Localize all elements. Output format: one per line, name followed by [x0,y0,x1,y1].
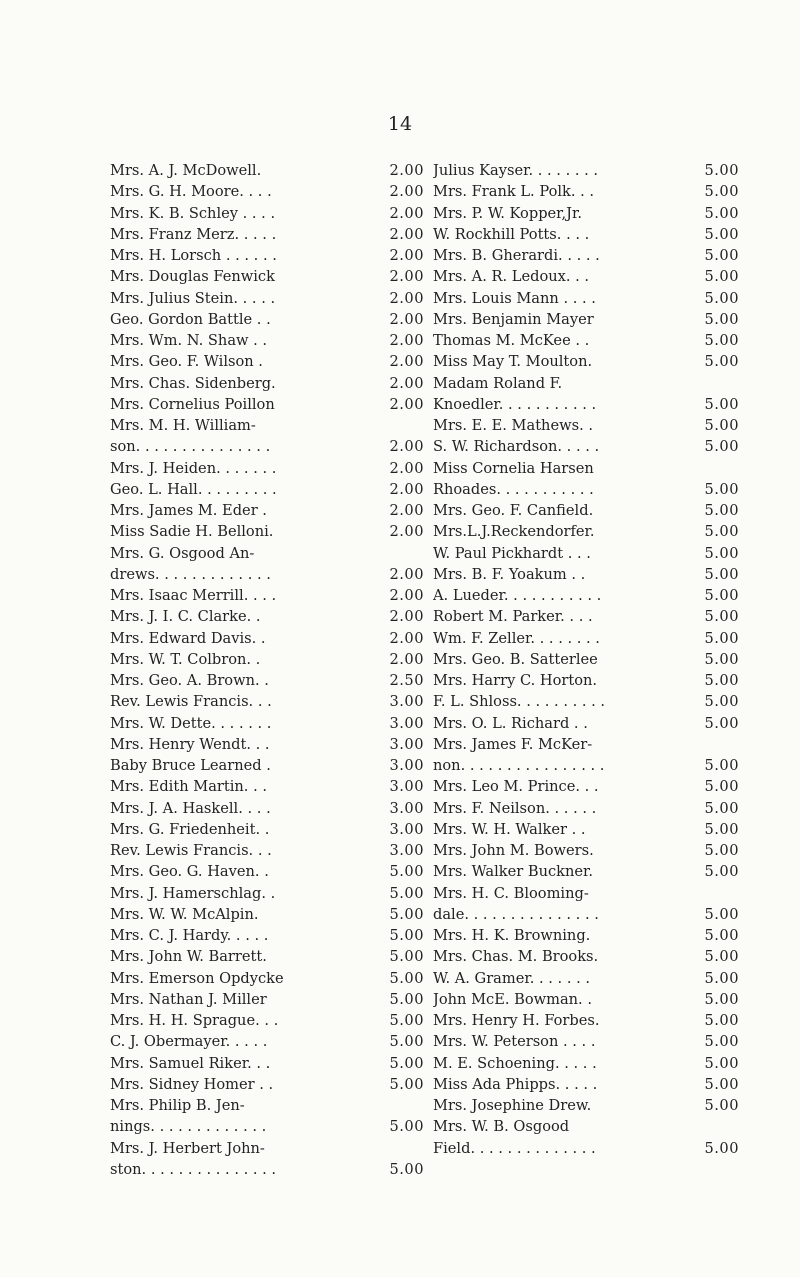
donor-name: Mrs. John M. Bowers. [433,842,594,859]
donation-amount: 5.00 [704,587,739,604]
donor-name: Mrs. W. B. Osgood [433,1118,570,1136]
donor-row [433,904,739,925]
donor-name: nings. . . . . . . . . . . . . [110,1118,267,1136]
donor-row [433,606,739,627]
donor-row [433,968,739,989]
donor-name: Mrs. Emerson Opdycke [110,969,284,987]
donor-row [110,564,424,585]
donation-amount: 5.00 [704,608,739,626]
donor-row [110,203,424,224]
donor-name: Mrs. B. F. Yoakum . . [433,565,586,583]
donor-name: Mrs. James M. Eder . [110,502,267,519]
donor-name: Mrs. Geo. F. Canfield. [433,502,594,519]
donor-row [110,351,424,372]
donation-amount: 5.00 [704,438,739,456]
donor-row [433,883,739,904]
donor-name: Mrs. P. W. Kopper,Jr. [433,204,583,222]
donation-amount: 2.00 [389,353,424,371]
donor-row [433,181,739,202]
donor-name: S. W. Richardson. . . . . [433,438,600,456]
donor-name: Baby Bruce Learned . [110,757,271,774]
donor-name: Mrs. H. H. Sprague. . . [110,1012,279,1029]
donation-amount: 5.00 [704,842,739,859]
donor-row [110,1095,424,1116]
donor-row [110,925,424,946]
donor-row [433,585,739,606]
donation-amount: 5.00 [389,863,424,881]
donor-row [110,309,424,330]
donation-amount: 2.00 [389,629,424,647]
donation-amount: 3.00 [389,757,424,774]
donation-amount: 5.00 [704,204,739,222]
donor-name: John McE. Bowman. . [433,990,592,1008]
donor-name: W. Paul Pickhardt . . . [433,544,591,562]
donor-row [110,861,424,882]
donation-amount: 2.00 [389,395,424,413]
donation-amount: 5.00 [389,1033,424,1051]
donor-row [433,245,739,266]
donor-row [433,266,739,287]
donation-amount: 5.00 [389,969,424,987]
donor-name: son. . . . . . . . . . . . . . . [110,438,271,456]
donor-name: Geo. L. Hall. . . . . . . . . [110,480,277,498]
donor-row [433,415,739,436]
donor-name: Rev. Lewis Francis. . . [110,693,272,711]
donor-name: non. . . . . . . . . . . . . . . . [433,757,605,774]
donor-row [110,373,424,394]
donor-row [433,394,739,415]
donor-name: Mrs. Louis Mann . . . . [433,289,596,307]
donation-amount: 5.00 [704,1097,739,1114]
donor-name: Field. . . . . . . . . . . . . . [433,1139,596,1157]
donor-name: Mrs. Cornelius Poillon [110,395,275,413]
donor-name: Mrs. Geo. A. Brown. . [110,672,269,689]
donor-row [110,691,424,712]
donation-amount: 5.00 [704,183,739,201]
donation-amount: 3.00 [389,714,424,732]
donation-amount: 2.00 [389,183,424,201]
donation-amount: 5.00 [704,162,739,179]
donor-name: Mrs. H. Lorsch . . . . . . [110,247,277,264]
donor-name: Mrs. B. Gherardi. . . . . [433,247,600,264]
donation-amount: 2.00 [389,268,424,286]
donation-amount: 5.00 [704,1139,739,1157]
donor-row [110,798,424,819]
donor-row [433,458,739,479]
donor-name: C. J. Obermayer. . . . . [110,1033,268,1051]
donor-row [110,436,424,457]
donor-row [110,245,424,266]
donor-name: Mrs. Frank L. Polk. . . [433,183,595,201]
donor-name: Mrs. A. J. McDowell. [110,162,262,179]
right-column [433,160,739,1159]
donation-amount: 5.00 [704,990,739,1008]
donor-row [110,1053,424,1074]
donor-row [433,925,739,946]
donor-row [433,734,739,755]
donor-row [433,776,739,797]
donor-row [433,160,739,181]
donation-amount: 3.00 [389,778,424,796]
donation-amount: 5.00 [704,353,739,371]
donor-name: Mrs. G. Osgood An- [110,544,255,562]
donor-name: W. Rockhill Potts. . . . [433,225,590,243]
donor-row [433,521,739,542]
donation-amount: 3.00 [389,735,424,753]
donor-name: Miss Ada Phipps. . . . . [433,1075,598,1093]
donor-name: Mrs. Edith Martin. . . [110,778,267,796]
donor-name: Mrs. Henry Wendt. . . [110,735,270,753]
donation-amount: 5.00 [704,1012,739,1029]
donor-row [433,713,739,734]
donation-amount: 5.00 [704,247,739,264]
donor-name: Mrs. J. Heiden. . . . . . . [110,459,277,477]
donor-name: Rhoades. . . . . . . . . . . [433,480,594,498]
donation-amount: 5.00 [704,395,739,413]
donor-row [433,798,739,819]
donation-amount: 5.00 [704,778,739,796]
donation-amount: 5.00 [704,863,739,881]
donation-amount: 5.00 [389,1075,424,1093]
donor-row [110,734,424,755]
donation-amount: 3.00 [389,842,424,859]
donor-name: Mrs. Chas. Sidenberg. [110,374,276,392]
donor-name: Mrs. Henry H. Forbes. [433,1012,600,1029]
donation-amount: 5.00 [704,714,739,732]
donor-name: Mrs. F. Neilson. . . . . . [433,799,597,817]
donor-row [110,628,424,649]
donor-row [110,1010,424,1031]
donor-row [110,755,424,776]
donation-amount: 5.00 [704,948,739,966]
donor-name: Julius Kayser. . . . . . . . [433,162,599,179]
donor-row [110,330,424,351]
donor-row [110,224,424,245]
donor-row [433,1031,739,1052]
donor-row [110,883,424,904]
donor-row [433,203,739,224]
donation-amount: 2.00 [389,162,424,179]
donor-name: Mrs.L.J.Reckendorfer. [433,523,595,541]
donation-amount: 2.50 [389,672,424,689]
donor-row [110,1074,424,1095]
donor-row [433,564,739,585]
donor-row [433,1074,739,1095]
donor-row [110,776,424,797]
donation-amount: 5.00 [704,310,739,328]
donor-row [110,1138,424,1159]
donor-row [110,266,424,287]
donor-name: Mrs. Geo. B. Satterlee [433,650,598,668]
donation-amount: 2.00 [389,608,424,626]
donor-name: Mrs. W. Peterson . . . . [433,1033,596,1051]
donor-row [110,479,424,500]
donor-row [110,288,424,309]
donation-amount: 2.00 [389,247,424,264]
donation-amount: 5.00 [704,502,739,519]
donation-amount: 5.00 [389,1012,424,1029]
donor-row [433,1095,739,1116]
donation-amount: 5.00 [389,948,424,966]
donor-row [433,543,739,564]
donor-name: Mrs. E. E. Mathews. . [433,417,593,434]
donor-name: Mrs. James F. McKer- [433,735,593,753]
donation-amount: 5.00 [704,1033,739,1051]
donor-name: Mrs. Geo. F. Wilson . [110,353,263,371]
donor-row [433,946,739,967]
donor-row [110,989,424,1010]
donation-amount: 5.00 [704,480,739,498]
donation-amount: 5.00 [704,969,739,987]
donation-amount: 2.00 [389,438,424,456]
donor-name: Mrs. C. J. Hardy. . . . . [110,927,269,944]
donor-name: Rev. Lewis Francis. . . [110,842,272,859]
donor-name: Mrs. Julius Stein. . . . . [110,289,276,307]
donor-row [110,904,424,925]
donor-row [110,160,424,181]
donor-name: Mrs. A. R. Ledoux. . . [433,268,590,286]
donor-name: Mrs. Harry C. Horton. [433,672,598,689]
donor-name: Mrs. J. Hamerschlag. . [110,884,276,902]
donor-name: Mrs. John W. Barrett. [110,948,267,966]
donor-name: Mrs. W. Dette. . . . . . . [110,714,272,732]
donor-name: Mrs. W. W. McAlpin. [110,905,259,923]
donor-name: Mrs. K. B. Schley . . . . [110,204,276,222]
donation-amount: 5.00 [704,672,739,689]
donor-name: Geo. Gordon Battle . . [110,310,271,328]
donor-name: Miss May T. Moulton. [433,353,593,371]
donor-name: Thomas M. McKee . . [433,332,590,349]
donation-amount: 5.00 [389,927,424,944]
donor-name: Mrs. W. H. Walker . . [433,820,586,838]
donation-amount: 5.00 [704,820,739,838]
donation-amount: 5.00 [704,565,739,583]
donor-row [433,691,739,712]
donation-amount: 2.00 [389,310,424,328]
donation-amount: 2.00 [389,225,424,243]
donor-name: Mrs. J. Herbert John- [110,1139,265,1157]
donor-row [110,543,424,564]
donation-amount: 5.00 [704,757,739,774]
donation-amount: 2.00 [389,502,424,519]
donation-amount: 2.00 [389,565,424,583]
donor-name: Mrs. O. L. Richard . . [433,714,588,732]
donor-name: Mrs. H. K. Browning. [433,927,591,944]
donation-amount: 2.00 [389,459,424,477]
donor-name: Miss Cornelia Harsen [433,459,594,477]
donor-name: W. A. Gramer. . . . . . . [433,969,591,987]
donor-name: Mrs. J. A. Haskell. . . . [110,799,271,817]
donation-amount: 3.00 [389,693,424,711]
donor-name: Robert M. Parker. . . . [433,608,593,626]
donor-name: Miss Sadie H. Belloni. [110,523,274,541]
donor-name: Mrs. Sidney Homer . . [110,1075,274,1093]
donation-amount: 5.00 [704,693,739,711]
donor-row [433,1138,739,1159]
donor-name: Mrs. Philip B. Jen- [110,1097,245,1114]
donation-amount: 5.00 [704,332,739,349]
donor-name: Mrs. Douglas Fenwick [110,268,275,286]
donor-row [433,1053,739,1074]
donor-name: Mrs. Samuel Riker. . . [110,1054,271,1072]
donation-amount: 2.00 [389,204,424,222]
donor-name: Mrs. Walker Buckner. [433,863,594,881]
donation-amount: 2.00 [389,374,424,392]
donation-amount: 3.00 [389,820,424,838]
donation-amount: 5.00 [704,905,739,923]
donation-amount: 3.00 [389,799,424,817]
donor-name: Mrs. Isaac Merrill. . . . [110,587,277,604]
donor-row [433,1010,739,1031]
donation-amount: 5.00 [704,1075,739,1093]
donor-name: Mrs. H. C. Blooming- [433,884,589,902]
donor-row [433,436,739,457]
donor-row [433,819,739,840]
donation-amount: 5.00 [704,289,739,307]
donor-name: Mrs. Geo. G. Haven. . [110,863,269,881]
donor-row [110,649,424,670]
donor-row [110,840,424,861]
donor-name: Mrs. Benjamin Mayer [433,310,594,328]
donation-amount: 2.00 [389,332,424,349]
donation-amount: 5.00 [704,417,739,434]
donor-row [110,713,424,734]
donor-name: Mrs. Josephine Drew. [433,1097,592,1114]
donor-name: ston. . . . . . . . . . . . . . . [110,1160,277,1178]
donor-name: Mrs. W. T. Colbron. . [110,650,261,668]
donor-row [433,500,739,521]
donor-row [110,181,424,202]
donor-row [110,670,424,691]
donation-amount: 2.00 [389,523,424,541]
donor-row [433,840,739,861]
donation-amount: 5.00 [704,629,739,647]
donor-row [433,628,739,649]
donor-name: Mrs. G. H. Moore. . . . [110,183,272,201]
donor-name: Mrs. J. I. C. Clarke. . [110,608,261,626]
donor-name: Mrs. M. H. William- [110,417,256,434]
donor-name: dale. . . . . . . . . . . . . . . [433,905,599,923]
donor-row [433,351,739,372]
donor-row [433,1116,739,1137]
donor-row [433,479,739,500]
donor-row [110,1159,424,1180]
donor-name: Mrs. Wm. N. Shaw . . [110,332,268,349]
donor-name: Mrs. Edward Davis. . [110,629,266,647]
donor-name: Mrs. Franz Merz. . . . . [110,225,277,243]
donation-amount: 5.00 [704,523,739,541]
donation-amount: 5.00 [704,650,739,668]
donor-name: drews. . . . . . . . . . . . . [110,565,271,583]
donor-row [110,500,424,521]
donor-name: Mrs. Chas. M. Brooks. [433,948,599,966]
donor-row [110,606,424,627]
donor-row [110,1116,424,1137]
donation-amount: 2.00 [389,480,424,498]
donor-name: Wm. F. Zeller. . . . . . . . [433,629,600,647]
donation-amount: 5.00 [389,905,424,923]
donation-amount: 5.00 [389,990,424,1008]
donor-row [433,309,739,330]
donor-row [433,288,739,309]
donor-row [110,585,424,606]
donor-row [433,330,739,351]
donor-row [110,1031,424,1052]
donor-row [433,373,739,394]
donation-amount: 5.00 [704,927,739,944]
donor-row [110,415,424,436]
donor-row [110,968,424,989]
donor-row [433,670,739,691]
donor-name: M. E. Schoening. . . . . [433,1054,597,1072]
donation-amount: 5.00 [704,544,739,562]
donor-row [110,458,424,479]
donation-amount: 5.00 [704,268,739,286]
donor-name: Mrs. Nathan J. Miller [110,990,267,1008]
left-column [110,160,424,1180]
donor-row [110,946,424,967]
donor-row [433,649,739,670]
donor-row [433,755,739,776]
donation-amount: 5.00 [389,1160,424,1178]
donor-name: F. L. Shloss. . . . . . . . . . [433,693,606,711]
donation-amount: 5.00 [389,1054,424,1072]
donor-name: A. Lueder. . . . . . . . . . . [433,587,602,604]
donor-row [110,394,424,415]
donor-row [110,521,424,542]
donation-amount: 5.00 [704,799,739,817]
donor-name: Madam Roland F. [433,374,563,392]
donation-amount: 5.00 [704,225,739,243]
donation-amount: 2.00 [389,289,424,307]
page-number: 14 [387,113,413,135]
donation-amount: 5.00 [389,1118,424,1136]
donor-name: Mrs. G. Friedenheit. . [110,820,270,838]
donor-row [433,861,739,882]
donation-amount: 5.00 [389,884,424,902]
donor-name: Mrs. Leo M. Prince. . . [433,778,599,796]
donation-amount: 2.00 [389,650,424,668]
donation-amount: 5.00 [704,1054,739,1072]
donor-row [433,224,739,245]
donor-row [433,989,739,1010]
donor-row [110,819,424,840]
donation-amount: 2.00 [389,587,424,604]
donor-name: Knoedler. . . . . . . . . . . [433,395,597,413]
